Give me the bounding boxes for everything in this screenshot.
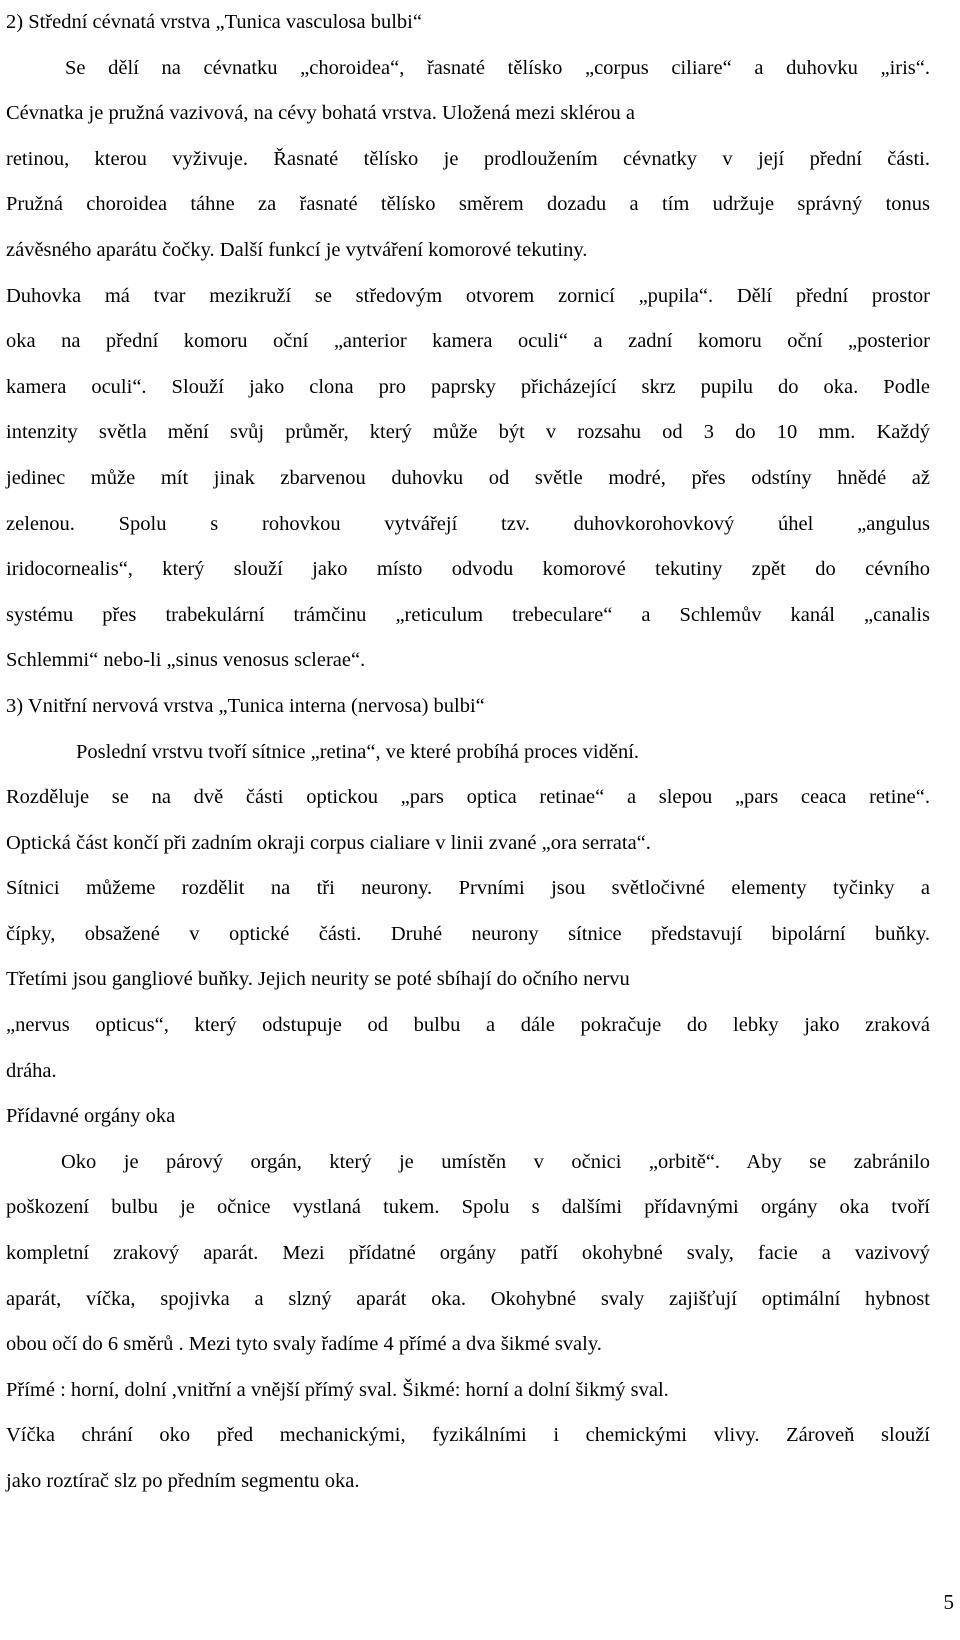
text-line: Cévnatka je pružná vazivová, na cévy bohatá vrstva. Uložená mezi sklérou a — [6, 102, 635, 125]
text-line: Schlemmi“ nebo-li „sinus venosus sclerae“. — [6, 649, 366, 672]
heading-accessory-organs: Přídavné orgány oka — [6, 1105, 176, 1128]
text-line: jedinec může mít jinak zbarvenou duhovku od světle modré, přes odstíny hnědé až — [6, 466, 930, 489]
text-line: poškození bulbu je očnice vystlaná tukem. Spolu s dalšími přídavnými orgány oka tvoří — [6, 1196, 930, 1219]
text-line: kamera oculi“. Slouží jako clona pro paprsky přicházející skrz pupilu do oka. Podle — [6, 375, 930, 398]
text-line: iridocornealis“, který slouží jako místo odvodu komorové tekutiny zpět do cévního — [6, 558, 930, 581]
heading-middle-layer: 2) Střední cévnatá vrstva „Tunica vasculosa bulbi“ — [6, 11, 422, 33]
text-line: oka na přední komoru oční „anterior kamera oculi“ a zadní komoru oční „posterior — [6, 330, 930, 353]
page-number: 5 — [943, 1590, 954, 1614]
text-line: Duhovka má tvar mezikruží se středovým otvorem zornicí „pupila“. Dělí přední prostor — [6, 284, 930, 307]
text-line: Oko je párový orgán, který je umístěn v očnici „orbitě“. Aby se zabránilo — [61, 1150, 930, 1173]
text-line: „nervus opticus“, který odstupuje od bulbu a dále pokračuje do lebky jako zraková — [6, 1014, 930, 1037]
text-line: systému přes trabekulární trámčinu „reticulum trebeculare“ a Schlemův kanál „canalis — [6, 603, 930, 626]
text-line: Přímé : horní, dolní ,vnitřní a vnější přímý sval. Šikmé: horní a dolní šikmý sval. — [6, 1378, 669, 1401]
text-line: aparát, víčka, spojivka a slzný aparát oka. Okohybné svaly zajišťují optimální hybnost — [6, 1287, 930, 1310]
text-line: závěsného aparátu čočky. Další funkcí je vytváření komorové tekutiny. — [6, 238, 588, 261]
heading-inner-layer: 3) Vnitřní nervová vrstva „Tunica interna (nervosa) bulbi“ — [6, 694, 485, 717]
text-line: Optická část končí při zadním okraji corpus cialiare v linii zvané „ora serrata“. — [6, 831, 651, 854]
text-line: zelenou. Spolu s rohovkou vytvářejí tzv. duhovkorohovkový úhel „angulus — [6, 512, 930, 535]
text-line: Poslední vrstvu tvoří sítnice „retina“, ve které probíhá proces vidění. — [76, 740, 640, 763]
text-line: obou očí do 6 směrů . Mezi tyto svaly řadíme 4 přímé a dva šikmé svaly. — [6, 1333, 602, 1356]
text-line: jako roztírač slz po předním segmentu oka. — [6, 1470, 360, 1492]
text-line: Pružná choroidea táhne za řasnaté tělísko směrem dozadu a tím udržuje správný tonus — [6, 193, 930, 216]
text-line: kompletní zrakový aparát. Mezi přídatné orgány patří okohybné svaly, facie a vazivový — [6, 1242, 930, 1265]
text-line: Třetími jsou gangliové buňky. Jejich neurity se poté sbíhají do očního nervu — [6, 968, 630, 991]
body-text — [6, 0, 930, 1505]
text-line: retinou, kterou vyživuje. Řasnaté tělísko je prodloužením cévnatky v její přední části. — [6, 147, 930, 170]
text-line: intenzity světla mění svůj průměr, který může být v rozsahu od 3 do 10 mm. Každý — [6, 421, 930, 444]
text-line: Víčka chrání oko před mechanickými, fyzikálními i chemickými vlivy. Zároveň slouží — [6, 1424, 930, 1447]
text-line: Rozděluje se na dvě části optickou „pars optica retinae“ a slepou „pars ceaca retine“. — [6, 786, 930, 809]
text-line: čípky, obsažené v optické části. Druhé neurony sítnice představují bipolární buňky. — [6, 922, 930, 945]
text-line: Sítnici můžeme rozdělit na tři neurony. Prvními jsou světločivné elementy tyčinky a — [6, 877, 930, 900]
text-line: Se dělí na cévnatku „choroidea“, řasnaté tělísko „corpus ciliare“ a duhovku „iris“. — [65, 56, 930, 79]
text-line: dráha. — [6, 1059, 57, 1082]
